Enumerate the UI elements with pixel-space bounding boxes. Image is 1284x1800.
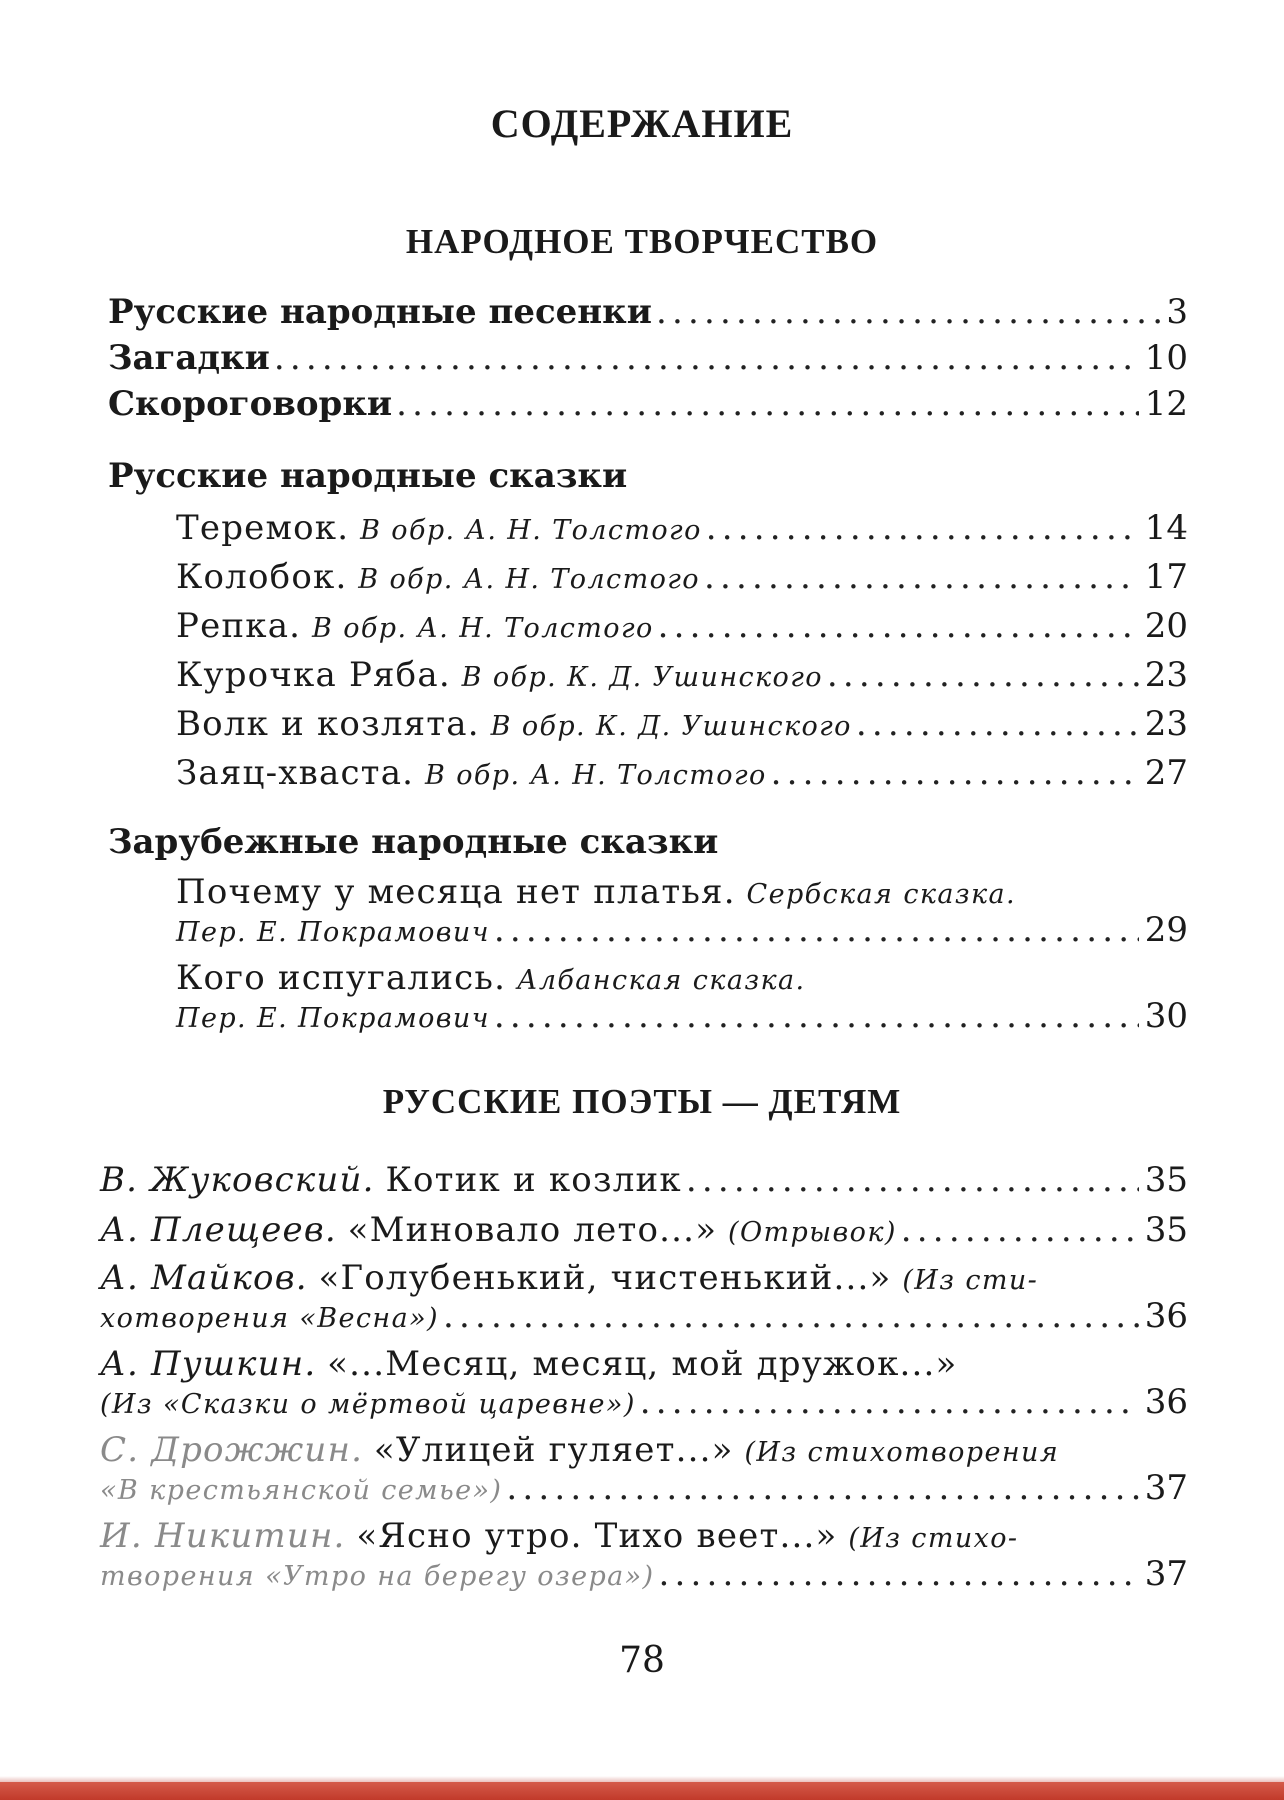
entry-title: Теремок. [176,508,350,548]
toc-entry[interactable] [176,606,1188,646]
toc-entry[interactable] [176,996,1188,1036]
entry-note: Албанская сказка. [516,965,806,996]
entry-page: 23 [1144,704,1188,744]
entry-title: Кого испугались. [176,958,507,998]
entry-title: Русские народные песенки [108,292,652,332]
page-number: 78 [619,1640,665,1681]
toc-entry[interactable] [100,1210,1188,1250]
entry-page: 10 [1144,338,1188,378]
entry-page: 27 [1144,753,1188,793]
entry-title: «Улицей гуляет...» [373,1430,734,1470]
entry-page: 36 [1144,1296,1188,1336]
leader-dots [856,704,1139,744]
toc-entry[interactable] [176,910,1188,950]
entry-title: Котик и козлик [385,1160,682,1200]
entry-title: «Миновало лето...» [347,1210,718,1250]
leader-dots [494,996,1139,1036]
toc-entry[interactable] [100,1468,1188,1508]
toc-entry[interactable] [176,557,1188,597]
entry-page: 30 [1144,996,1188,1036]
group-heading-russian-tales: Русские народные сказки [108,456,628,496]
entry-author: В. Жуковский. [100,1160,375,1200]
entry-note: (Из сти- [902,1265,1039,1296]
leader-dots [640,1382,1139,1422]
entry-note: В обр. А. Н. Толстого [358,564,700,595]
entry-note: В обр. К. Д. Ушинского [490,711,852,742]
entry-page: 37 [1144,1468,1188,1508]
entry-page: 17 [1144,557,1188,597]
entry-note: хотворения «Весна») [100,1303,439,1334]
toc-entry[interactable] [100,1382,1188,1422]
entry-title: Загадки [108,338,270,378]
entry-translator: Пер. Е. Покрамович [176,1003,490,1034]
entry-note: Сербская сказка. [746,879,1016,910]
leader-dots [396,384,1139,424]
section-heading-folk: НАРОДНОЕ ТВОРЧЕСТВО [405,222,879,261]
leader-dots [771,753,1139,793]
entry-page: 14 [1144,508,1188,548]
entry-note: «В крестьянской семье») [100,1475,503,1506]
entry-author: А. Пушкин. [100,1344,317,1384]
toc-entry-line1[interactable] [100,1258,1038,1298]
entry-title: Репка. [176,606,302,646]
toc-entry-line1[interactable] [176,958,805,998]
entry-note: В обр. А. Н. Толстого [425,760,767,791]
toc-entry[interactable] [100,1554,1188,1594]
toc-entry[interactable] [176,753,1188,793]
entry-page: 35 [1144,1160,1188,1200]
entry-page: 12 [1144,384,1188,424]
entry-page: 36 [1144,1382,1188,1422]
leader-dots [274,338,1139,378]
entry-translator: Пер. Е. Покрамович [176,917,490,948]
red-edge-strip [0,1782,1284,1800]
entry-page: 20 [1144,606,1188,646]
entry-note: В обр. А. Н. Толстого [312,613,654,644]
entry-title: Колобок. [176,557,348,597]
leader-dots [443,1296,1139,1336]
entry-title: Волк и козлята. [176,704,480,744]
toc-entry[interactable] [176,655,1188,695]
leader-dots [494,910,1139,950]
entry-title: Заяц-хваста. [176,753,415,793]
entry-note: В обр. А. Н. Толстого [360,515,702,546]
entry-note: (Из стихо- [848,1523,1019,1554]
leader-dots [659,1554,1139,1594]
leader-dots [506,1468,1138,1508]
toc-entry[interactable] [176,704,1188,744]
entry-title: «Ясно утро. Тихо веет...» [356,1516,838,1556]
group-heading-foreign-tales: Зарубежные народные сказки [108,822,719,862]
toc-entry[interactable] [108,292,1188,332]
leader-dots [704,557,1139,597]
entry-author: И. Никитин. [100,1516,346,1556]
leader-dots [706,508,1139,548]
section-heading-poets: РУССКИЕ ПОЭТЫ — ДЕТЯМ [382,1082,902,1121]
toc-entry[interactable] [108,338,1188,378]
page-title: СОДЕРЖАНИЕ [490,101,794,146]
entry-note: творения «Утро на берегу озера») [100,1561,655,1592]
entry-note: (Отрывок) [728,1217,897,1248]
toc-entry-line1[interactable] [100,1516,1018,1556]
leader-dots [686,1160,1139,1200]
entry-title: «...Месяц, месяц, мой дружок...» [327,1344,958,1384]
entry-title: Скороговорки [108,384,393,424]
leader-dots [658,606,1139,646]
entry-page: 3 [1166,292,1188,332]
toc-entry[interactable] [100,1296,1188,1336]
entry-page: 29 [1144,910,1188,950]
entry-page: 35 [1144,1210,1188,1250]
toc-entry[interactable] [108,384,1188,424]
entry-author: А. Плещеев. [100,1210,337,1250]
entry-note: В обр. К. Д. Ушинского [461,662,823,693]
toc-entry-line1[interactable] [100,1430,1059,1470]
entry-author: А. Майков. [100,1258,308,1298]
entry-page: 37 [1144,1554,1188,1594]
leader-dots [656,292,1160,332]
toc-entry[interactable] [176,508,1188,548]
leader-dots [827,655,1139,695]
entry-note: (Из «Сказки о мёртвой царевне») [100,1389,636,1420]
entry-author: С. Дрожжин. [100,1430,364,1470]
entry-note: (Из стихотворения [744,1437,1060,1468]
entry-title: «Голубенький, чистенький...» [318,1258,892,1298]
entry-title: Курочка Ряба. [176,655,451,695]
toc-entry[interactable] [100,1160,1188,1200]
entry-title: Почему у месяца нет платья. [176,872,736,912]
toc-entry-line1[interactable] [100,1344,958,1384]
leader-dots [901,1210,1139,1250]
toc-entry-line1[interactable] [176,872,1016,912]
entry-page: 23 [1144,655,1188,695]
